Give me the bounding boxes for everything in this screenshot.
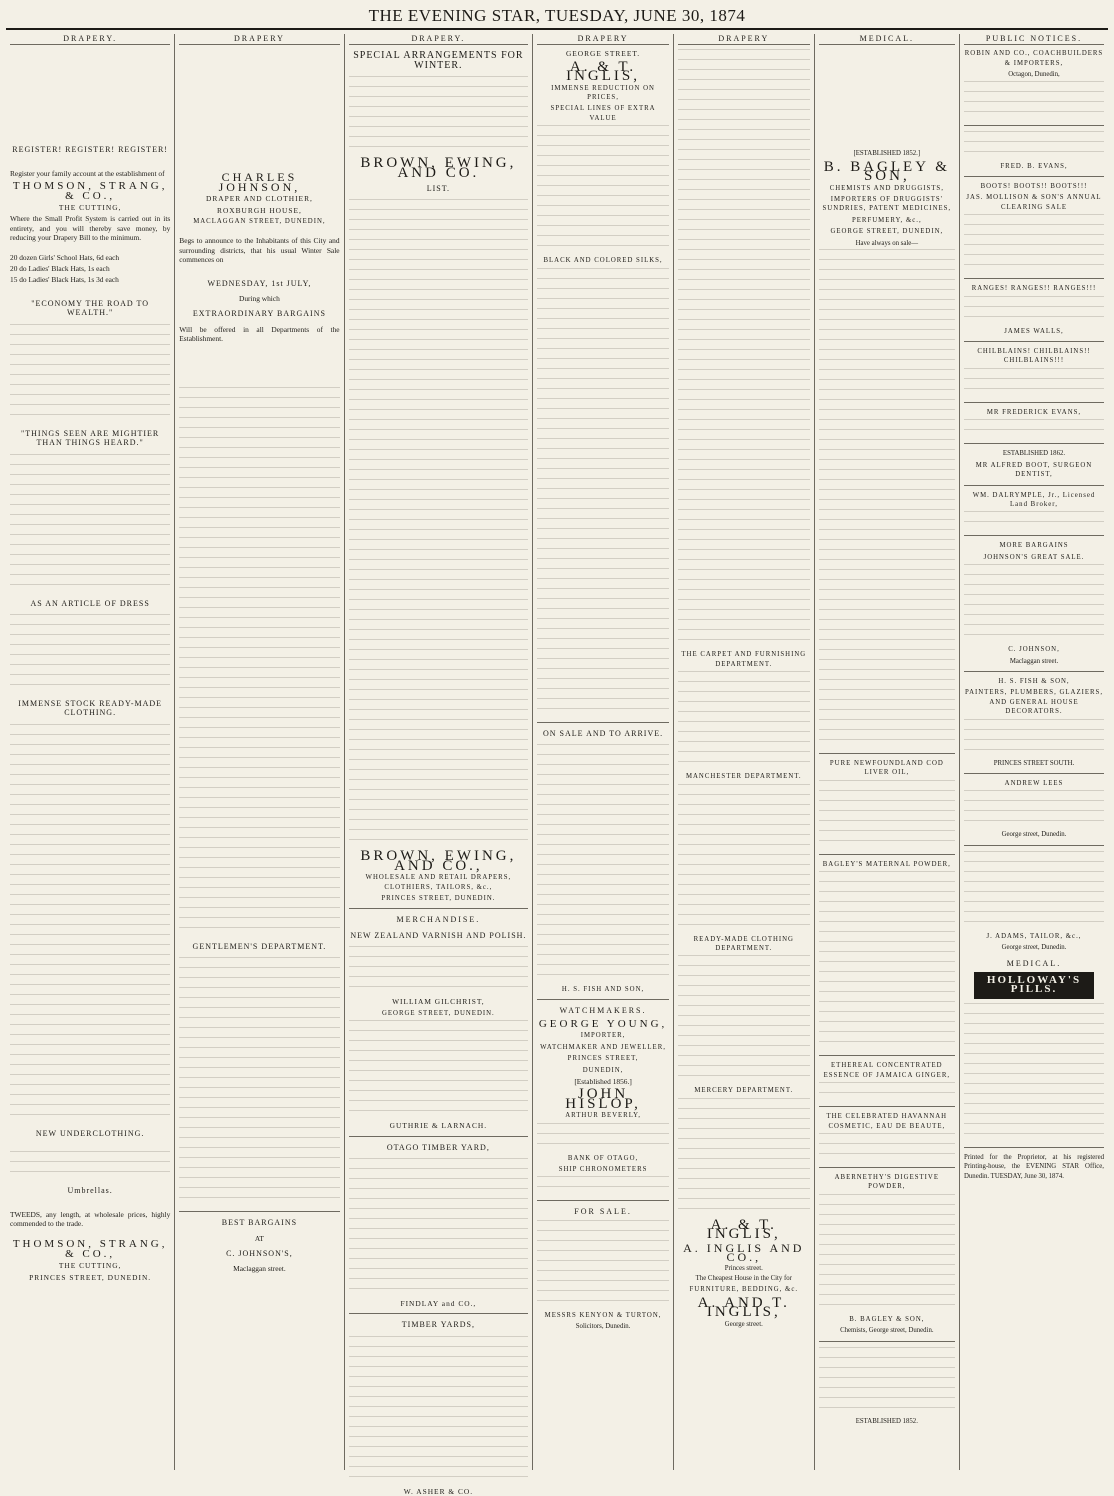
- inglis-footer: A. & T. INGLIS,: [706, 1216, 781, 1243]
- bagley-importers: IMPORTERS OF DRUGGISTS' SUNDRIES, PATENT MEDICINES,: [822, 196, 952, 213]
- ship-chronometers: SHIP CHRONOMETERS: [558, 1165, 648, 1173]
- guthrie-larnach: GUTHRIE & LARNACH.: [389, 1121, 488, 1131]
- hats-line-1: 20 dozen Girls' School Hats, 6d each: [10, 252, 120, 262]
- fred-evans: FRED. B. EVANS,: [1000, 162, 1068, 170]
- george-young-title-2: WATCHMAKER AND JEWELLER,: [540, 1043, 666, 1051]
- bagley-sig-street: Chemists, George street, Dunedin.: [840, 1327, 934, 1335]
- article-of-dress-heading: AS AN ARTICLE OF DRESS: [30, 598, 150, 608]
- special-lines-heading: SPECIAL LINES OF EXTRA VALUE: [550, 105, 656, 122]
- digestive-powder: ABERNETHY'S DIGESTIVE POWDER,: [834, 1173, 939, 1191]
- firm-name-footer: THOMSON, STRANG, & CO.,: [12, 1238, 168, 1260]
- bagley-on-sale: Have always on sale—: [855, 239, 919, 247]
- findlay-name: FINDLAY and CO.,: [400, 1298, 477, 1308]
- established-1856: [Established 1856.]: [574, 1076, 632, 1086]
- reduction-heading: IMMENSE REDUCTION ON PRICES,: [551, 84, 655, 102]
- brown-ewing-footer: BROWN, EWING, AND CO.,: [360, 848, 517, 874]
- column-6-head: MEDICAL.: [819, 34, 955, 45]
- column-5-head: DRAPERY: [678, 34, 810, 45]
- column-4-head: DRAPERY: [537, 34, 669, 45]
- gilchrist-name: WILLIAM GILCHRIST,: [392, 997, 485, 1007]
- brown-ewing-trade: WHOLESALE AND RETAIL DRAPERS, CLOTHIERS, TAILORS, &c.,: [365, 874, 512, 891]
- adams-tailor: J. ADAMS, TAILOR, &c.,: [986, 932, 1082, 940]
- dalrymple: WM. DALRYMPLE, Jr., Licensed Land Broker,: [972, 491, 1096, 508]
- merchandise-heading: MERCHANDISE.: [396, 915, 481, 925]
- beverly-name: ARTHUR BEVERLY,: [565, 1112, 641, 1120]
- solicitors: Solicitors, Dunedin.: [575, 1323, 631, 1331]
- watchmakers-heading: WATCHMAKERS.: [559, 1006, 647, 1016]
- for-sale-heading: FOR SALE.: [574, 1207, 632, 1217]
- johnson-footer-name: C. JOHNSON'S,: [226, 1248, 293, 1258]
- column-3: [345, 34, 534, 1496]
- firm-name: THOMSON, STRANG, & CO.,: [12, 180, 168, 202]
- column-7: [960, 34, 1108, 1470]
- bagley-heading: B. BAGLEY & SON,: [823, 158, 950, 185]
- ready-made-heading: IMMENSE STOCK READY-MADE CLOTHING.: [18, 698, 163, 718]
- list-heading: LIST.: [426, 184, 451, 194]
- economy-heading: "ECONOMY THE ROAD TO WEALTH.": [31, 298, 150, 318]
- inglis-final-street: George street.: [724, 1320, 763, 1328]
- bagley-perfumery: PERFUMERY, &c.,: [852, 216, 922, 224]
- umbrellas-line: Umbrellas.: [67, 1186, 113, 1196]
- firm-address-footer: PRINCES STREET, DUNEDIN.: [29, 1272, 152, 1282]
- column-2: [175, 34, 344, 1470]
- carpet-dept: THE CARPET AND FURNISHING DEPARTMENT.: [681, 651, 807, 668]
- robin-address: Octagon, Dunedin,: [1008, 71, 1060, 79]
- timber-yards-heading: TIMBER YARDS,: [401, 1320, 475, 1330]
- johnson-name: CHARLES JOHNSON,: [218, 170, 301, 194]
- column-5: [674, 34, 815, 1470]
- inglis-co: A. INGLIS AND CO.,: [683, 1240, 805, 1265]
- column-1-head: DRAPERY.: [10, 34, 170, 45]
- frederick-evans: MR FREDERICK EVANS,: [986, 408, 1082, 416]
- hislop-name: JOHN HISLOP,: [565, 1086, 641, 1112]
- departments-line: Will be offered in all Departments of the Establishment.: [179, 324, 340, 344]
- mollison-sale: JAS. MOLLISON & SON'S ANNUAL CLEARING SALE: [966, 194, 1102, 211]
- havannah-cosmetic: THE CELEBRATED HAVANNAH COSMETIC, EAU DE BEAUTE,: [826, 1113, 948, 1130]
- sale-date: WEDNESDAY, 1st JULY,: [207, 278, 312, 288]
- johnson-announcement: Begs to announce to the Inhabitants of this City and surrounding districts, that his usual Winter Sale commences on: [179, 236, 340, 265]
- ranges-heading: RANGES! RANGES!! RANGES!!!: [971, 285, 1097, 293]
- established-1852: [ESTABLISHED 1852.]: [853, 150, 921, 158]
- johnson-footer-street: Maclaggan street.: [233, 1264, 286, 1274]
- fish-son: H. S. FISH & SON,: [998, 677, 1070, 685]
- kenyon-turton: MESSRS KENYON & TURTON,: [544, 1311, 662, 1319]
- johnson-house: ROXBURGH HOUSE,: [217, 205, 302, 215]
- johnson-name-pn: C. JOHNSON,: [1008, 646, 1060, 654]
- column-3-head: DRAPERY.: [349, 34, 529, 45]
- brown-ewing-heading: BROWN, EWING, AND CO.: [360, 155, 517, 181]
- best-bargains: BEST BARGAINS: [221, 1218, 298, 1228]
- tweeds-line: TWEEDS, any length, at wholesale prices, highly commended to the trade.: [10, 1209, 171, 1228]
- lees-street: George street, Dunedin.: [1001, 831, 1067, 839]
- column-7-head: PUBLIC NOTICES.: [964, 34, 1104, 45]
- princes-street-south: PRINCES STREET SOUTH.: [993, 759, 1075, 767]
- furniture-line: FURNITURE, BEDDING, &c.: [689, 1286, 799, 1294]
- columns: [6, 34, 1108, 1496]
- special-arrangements: SPECIAL ARRANGEMENTS FOR WINTER.: [353, 50, 524, 71]
- hats-line-2: 20 do Ladies' Black Hats, 1s each: [10, 264, 110, 274]
- gentlemen-dept-heading: GENTLEMEN'S DEPARTMENT.: [192, 941, 327, 951]
- george-young-title-1: IMPORTER,: [580, 1032, 626, 1040]
- cod-liver-oil: PURE NEWFOUNDLAND COD LIVER OIL,: [829, 760, 944, 777]
- varnish-heading: NEW ZEALAND VARNISH AND POLISH.: [350, 930, 527, 940]
- fish-son-name: H. S. FISH AND SON,: [561, 986, 645, 994]
- painters-heading: PAINTERS, PLUMBERS, GLAZIERS, AND GENERAL HOUSE DECORATORS.: [964, 689, 1104, 716]
- chilblains-heading: CHILBLAINS! CHILBLAINS!! CHILBLAINS!!!: [977, 348, 1091, 365]
- maternal-powder: BAGLEY'S MATERNAL POWDER,: [822, 860, 951, 868]
- brown-ewing-address: PRINCES STREET, DUNEDIN.: [381, 895, 496, 903]
- boots-heading: BOOTS! BOOTS!! BOOTS!!!: [980, 183, 1088, 191]
- bagley-address: GEORGE STREET, DUNEDIN,: [830, 228, 944, 236]
- printer-imprint: Printed for the Proprietor, at his registered Printing-house, the EVENING STAR Office, Dunedin. TUESDAY, June 30, 1874.: [963, 1153, 1104, 1180]
- silks-heading: BLACK AND COLORED SILKS,: [543, 257, 663, 265]
- register-heading: REGISTER! REGISTER! REGISTER!: [12, 145, 168, 155]
- column-6: [815, 34, 960, 1470]
- column-1: [6, 34, 175, 1470]
- hats-line-3: 15 do Ladies' Black Hats, 1s 3d each: [10, 275, 119, 285]
- essence-ginger: ETHEREAL CONCENTRATED ESSENCE OF JAMAICA GINGER,: [823, 1062, 951, 1079]
- bargains-heading: EXTRAORDINARY BARGAINS: [192, 309, 326, 319]
- cheapest-house: The Cheapest House in the City for: [695, 1274, 792, 1282]
- james-walls: JAMES WALLS,: [1004, 327, 1064, 335]
- masthead: THE EVENING STAR, TUESDAY, JUNE 30, 1874: [6, 4, 1108, 30]
- medical-heading: MEDICAL.: [1006, 958, 1062, 968]
- established-1862: ESTABLISHED 1862.: [1002, 450, 1066, 458]
- robin-co: ROBIN AND CO., COACHBUILDERS & IMPORTERS,: [964, 50, 1104, 67]
- johnson-street: MACLAGGAN STREET, DUNEDIN,: [193, 218, 326, 226]
- johnson-street-pn: Maclaggan street.: [1009, 657, 1059, 665]
- established-1852-footer: ESTABLISHED 1852.: [855, 1417, 918, 1425]
- during-which: During which: [238, 294, 280, 304]
- inglis-final: A. AND T. INGLIS,: [697, 1294, 790, 1321]
- gilchrist-address: GEORGE STREET, DUNEDIN.: [382, 1009, 495, 1017]
- firm-street-footer: THE CUTTING,: [58, 1261, 122, 1271]
- george-young-city: DUNEDIN,: [582, 1066, 624, 1074]
- column-2-head: DRAPERY: [179, 34, 339, 45]
- asher-name: W. ASHER & CO.: [403, 1486, 474, 1496]
- ready-made-dept: READY-MADE CLOTHING DEPARTMENT.: [693, 935, 794, 953]
- on-sale-heading: ON SALE AND TO ARRIVE.: [542, 728, 664, 738]
- george-young-name: GEORGE YOUNG,: [538, 1017, 668, 1030]
- more-bargains: MORE BARGAINS: [999, 542, 1069, 550]
- firm-street: THE CUTTING,: [58, 203, 122, 213]
- johnsons-sale: JOHNSON'S GREAT SALE.: [983, 553, 1085, 561]
- andrew-lees: ANDREW LEES: [1004, 779, 1064, 787]
- small-profit-text: Where the Small Profit System is carried out in its entirety, and you will thereby save money, by reducing your Drapery Bill to the minimum.: [10, 214, 171, 243]
- manchester-dept: MANCHESTER DEPARTMENT.: [685, 773, 802, 781]
- adams-street: George street, Dunedin.: [1001, 944, 1067, 952]
- bagley-sig: B. BAGLEY & SON,: [849, 1315, 925, 1323]
- george-young-street: PRINCES STREET,: [567, 1055, 639, 1063]
- best-bargains-at: AT: [254, 1233, 264, 1243]
- things-seen-heading: "THINGS SEEN ARE MIGHTIER THAN THINGS HEARD.": [21, 428, 160, 448]
- inglis-co-street: Princes street.: [724, 1265, 763, 1273]
- underclothing-heading: NEW UNDERCLOTHING.: [35, 1128, 145, 1138]
- johnson-trade: DRAPER AND CLOTHIER,: [206, 194, 313, 204]
- inglis-heading: A. & T. INGLIS,: [566, 58, 641, 85]
- register-text: Register your family account at the establishment of: [10, 168, 165, 178]
- holloway-pills-banner: HOLLOWAY'S PILLS.: [974, 972, 1094, 999]
- alfred-boot: MR ALFRED BOOT, SURGEON DENTIST,: [975, 461, 1093, 479]
- bagley-trade: CHEMISTS AND DRUGGISTS,: [829, 184, 944, 192]
- column-4: [533, 34, 674, 1470]
- otago-timber-yard: OTAGO TIMBER YARD,: [386, 1142, 490, 1152]
- bank-of-otago: BANK OF OTAGO,: [567, 1154, 639, 1162]
- mercery-dept: MERCERY DEPARTMENT.: [694, 1087, 794, 1095]
- george-street-heading: GEORGE STREET.: [565, 49, 641, 59]
